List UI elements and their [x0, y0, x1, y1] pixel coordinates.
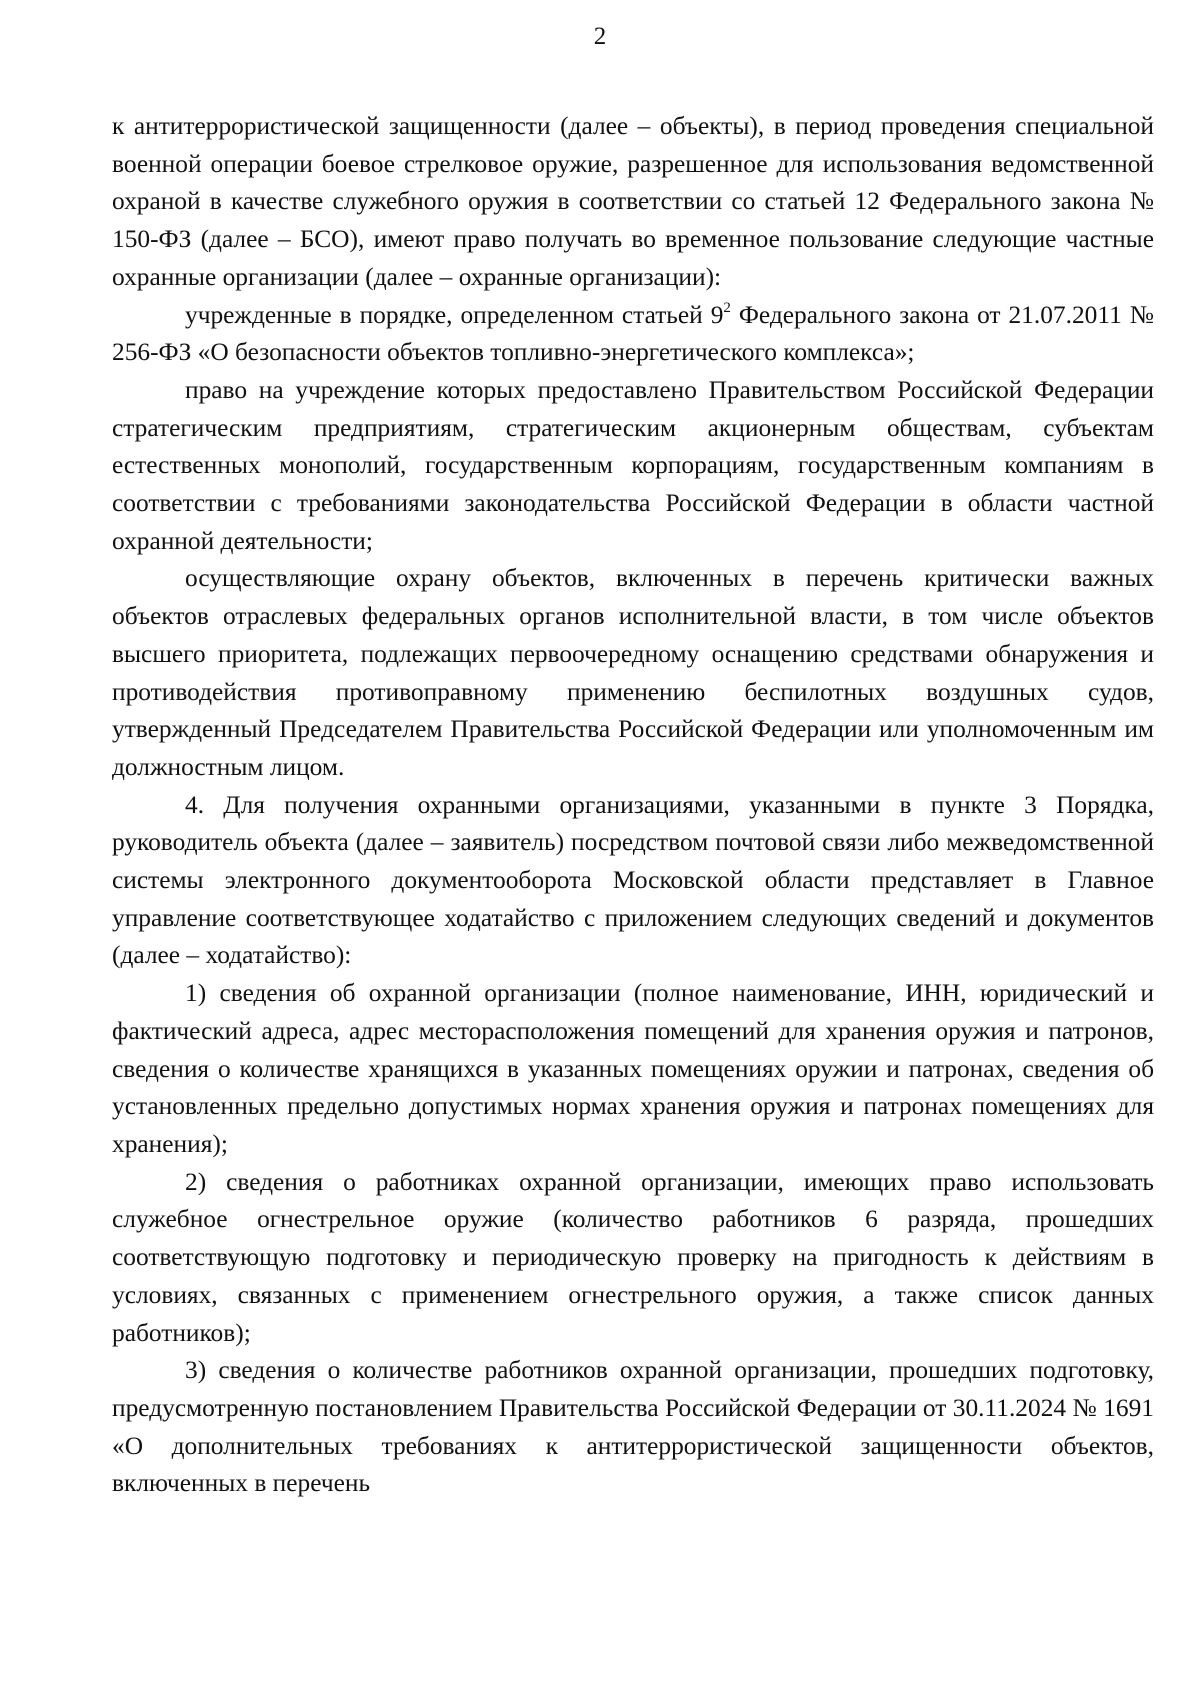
paragraph-item-critical-objects: осуществляющие охрану объектов, включенных в перечень критически важных объектов отраслевых федеральных органов исполнительной власти, в том числе объектов высшего приоритета, подлежащих первоочередному оснащению средствами обнаружения и противодействия противоправному применению беспилотных воздушных судов, утвержденный Председателем Правительства Российской Федерации или уполномоченным им должностным лицом.	[112, 564, 1154, 781]
document-body	[112, 108, 1154, 1503]
paragraph-text: учрежденные в порядке, определенном статьей 9	[185, 300, 724, 329]
paragraph-subitem-1: 1) сведения об охранной организации (полное наименование, ИНН, юридический и фактический адреса, адрес месторасположения помещений для хранения оружия и патронов, сведения о количестве хранящихся в указанных помещениях оружии и патронах, сведения об установленных предельно допустимых нормах хранения оружия и патронах помещениях для хранения);	[112, 979, 1154, 1158]
paragraph-subitem-3: 3) сведения о количестве работников охранной организации, прошедших подготовку, предусмотренную постановлением Правительства Российской Федерации от 30.11.2024 № 1691 «О дополнительных требованиях к антитеррористической защищенности объектов, включенных в перечень	[112, 1356, 1154, 1498]
superscript: 2	[723, 299, 731, 316]
page-number: 2	[593, 23, 607, 50]
paragraph-subitem-2: 2) сведения о работниках охранной организации, имеющих право использовать служебное огнестрельное оружие (количество работников 6 разряда, прошедших соответствующую подготовку и периодическую проверку на пригодность к действиям в условиях, связанных с применением огнестрельного оружия, а также список данных работников);	[112, 1167, 1154, 1347]
paragraph-item-government-established: право на учреждение которых предоставлено Правительством Российской Федерации стратегическим предприятиям, стратегическим акционерным обществам, субъектам естественных монополий, государственным корпорациям, государственным компаниям в соответствии с требованиями законодательства Российской Федерации в области частной охранной деятельности;	[112, 375, 1154, 555]
paragraph-item-fuel-energy	[112, 297, 1154, 372]
paragraph-continuation: к антитеррористической защищенности (далее – объекты), в период проведения специальной военной операции боевое стрелковое оружие, разрешенное для использования ведомственной охраной в качестве служебного оружия в соответствии со статьей 12 Федерального закона № 150-ФЗ (далее – БСО), имеют право получать во временное пользование следующие частные охранные организации (далее – охранные организации):	[112, 112, 1154, 291]
paragraph-section-4: 4. Для получения охранными организациями, указанными в пункте 3 Порядка, руководитель объекта (далее – заявитель) посредством почтовой связи либо межведомственной системы электронного документооборота Московской области представляет в Главное управление соответствующее ходатайство с приложением следующих сведений и документов (далее – ходатайство):	[112, 790, 1154, 970]
paragraph-text: Федерального закона от 21.07.2011 № 256-ФЗ «О безопасности объектов топливно-энергетического комплекса»;	[112, 300, 1154, 367]
